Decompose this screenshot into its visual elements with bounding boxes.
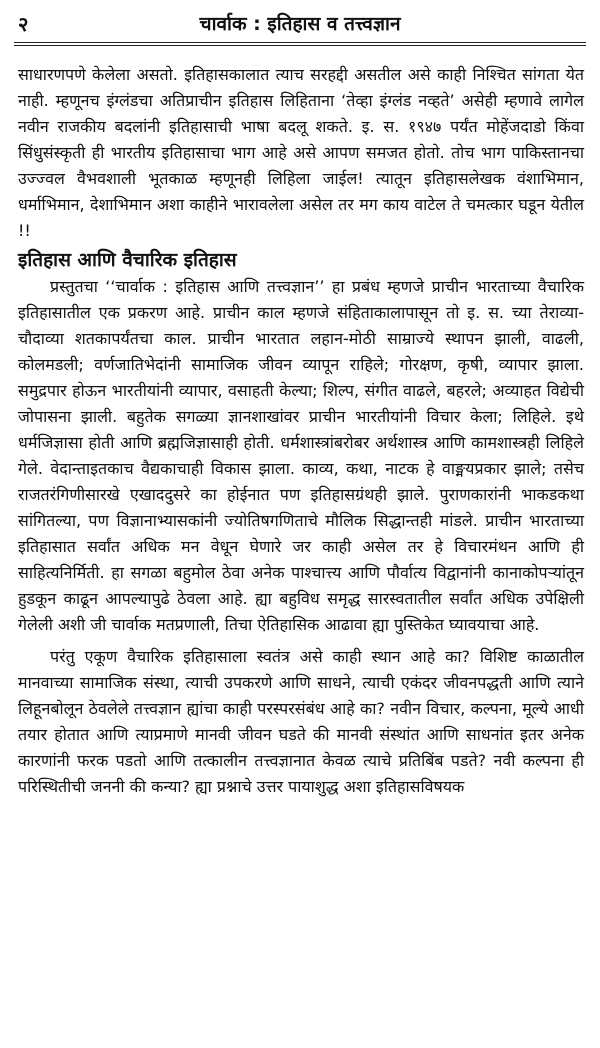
running-title: चार्वाक : इतिहास व तत्त्वज्ञान: [199, 13, 401, 35]
paragraph: प्रस्तुतचा ‘‘चार्वाक : इतिहास आणि तत्त्वज्ञान’’ हा प्रबंध म्हणजे प्राचीन भारताच्या वैचारिक इतिहासातील एक प्रकरण आहे. प्राचीन काल म्हणजे संहिताकालापासून तो इ. स. च्या तेराव्या-चौदाव्या शतकापर्यंतचा काल. प्राचीन भारतात लहान-मोठी साम्राज्ये स्थापन झाली, वाढली, कोलमडली; वर्णजातिभेदांनी सामाजिक जीवन व्यापून राहिले; गोरक्षण, कृषी, व्यापार झाला. समुद्रपार होऊन भारतीयांनी व्यापार, वसाहती केल्या; शिल्प, संगीत वाढले, बहरले; अव्याहत विद्येची जोपासना झाली. बहुतेक सगळ्या ज्ञानशाखांवर प्राचीन भारतीयांनी विचार केला; लिहिले. इथे धर्मजिज्ञासा होती आणि ब्रह्मजिज्ञासाही होती. धर्मशास्त्रांबरोबर अर्थशास्त्र आणि कामशास्त्रही लिहिले गेले. वेदान्ताइतकाच वैद्यकाचाही विकास झाला. काव्य, कथा, नाटक हे वाङ्मयप्रकार झाले; तसेच राजतरंगिणीसारखे एखाददुसरे का होईनात पण इतिहासग्रंथही झाले. पुराणकारांनी भाकडकथा सांगितल्या, पण विज्ञानाभ्यासकांनी ज्योतिषगणिताचे मौलिक सिद्धान्तही मांडले. प्राचीन भारताच्या इतिहासात सर्वांत अधिक मन वेधून घेणारे जर काही असेल तर हे विचारमंथन आणि ही साहित्यनिर्मिती. हा सगळा बहुमोल ठेवा अनेक पाश्चात्त्य आणि पौर्वात्य विद्वानांनी कानाकोपऱ्यांतून हुडकून काढून आपल्यापुढे ठेवला आहे. ह्या बहुविध समृद्ध सारस्वतातील सर्वांत अधिक उपेक्षिली गेलेली अशी जी चार्वाक मतप्रणाली, तिचा ऐतिहासिक आढावा ह्या पुस्तिकेत घ्यावयाचा आहे.: [18, 277, 584, 634]
page-header: [14, 8, 586, 38]
page-number: २: [18, 12, 29, 36]
header-rule: [14, 42, 586, 46]
paragraph: परंतु एकूण वैचारिक इतिहासाला स्वतंत्र असे काही स्थान आहे का? विशिष्ट काळातील मानवाच्या सामाजिक संस्था, त्याची उपकरणे आणि साधने, त्याची एकंदर जीवनपद्धती आणि त्याने लिहूनबोलून ठेवलेले तत्त्वज्ञान ह्यांचा काही परस्परसंबंध आहे का? नवीन विचार, कल्पना, मूल्ये आधी तयार होतात आणि त्याप्रमाणे मानवी जीवन घडते की मानवी संस्थांत आणि साधनांत इतर अनेक कारणांनी फरक पडतो आणि तत्कालीन तत्त्वज्ञानात केवळ त्याचे प्रतिबिंब पडते? नवी कल्पना ही परिस्थितीची जननी की कन्या? ह्या प्रश्नाचे उत्तर पायाशुद्ध अशा इतिहासविषयक: [18, 647, 584, 796]
section-heading: इतिहास आणि वैचारिक इतिहास: [18, 249, 237, 271]
page-body: [18, 62, 584, 800]
paragraph-continued: साधारणपणे केलेला असतो. इतिहासकालात त्याच सरहद्दी असतील असे काही निश्चित सांगता येत नाही. म्हणूनच इंग्लंडचा अतिप्राचीन इतिहास लिहिताना ‘तेव्हा इंग्लंड नव्हते’ असेही म्हणावे लागेल नवीन राजकीय बदलांनी इतिहासाची भाषा बदलू शकते. इ. स. १९४७ पर्यंत मोहेंजदाडो किंवा सिंधुसंस्कृती ही भारतीय इतिहासाचा भाग आहे असे आपण समजत होतो. तोच भाग पाकिस्तानचा उज्ज्वल वैभवशाली भूतकाळ म्हणूनही लिहिला जाईल! त्यातून इतिहासलेखक वंशाभिमान, धर्माभिमान, देशाभिमान अशा काहीने भारावलेला असेल तर मग काय वाटेल ते चमत्कार घडून येतील !!: [18, 65, 584, 240]
